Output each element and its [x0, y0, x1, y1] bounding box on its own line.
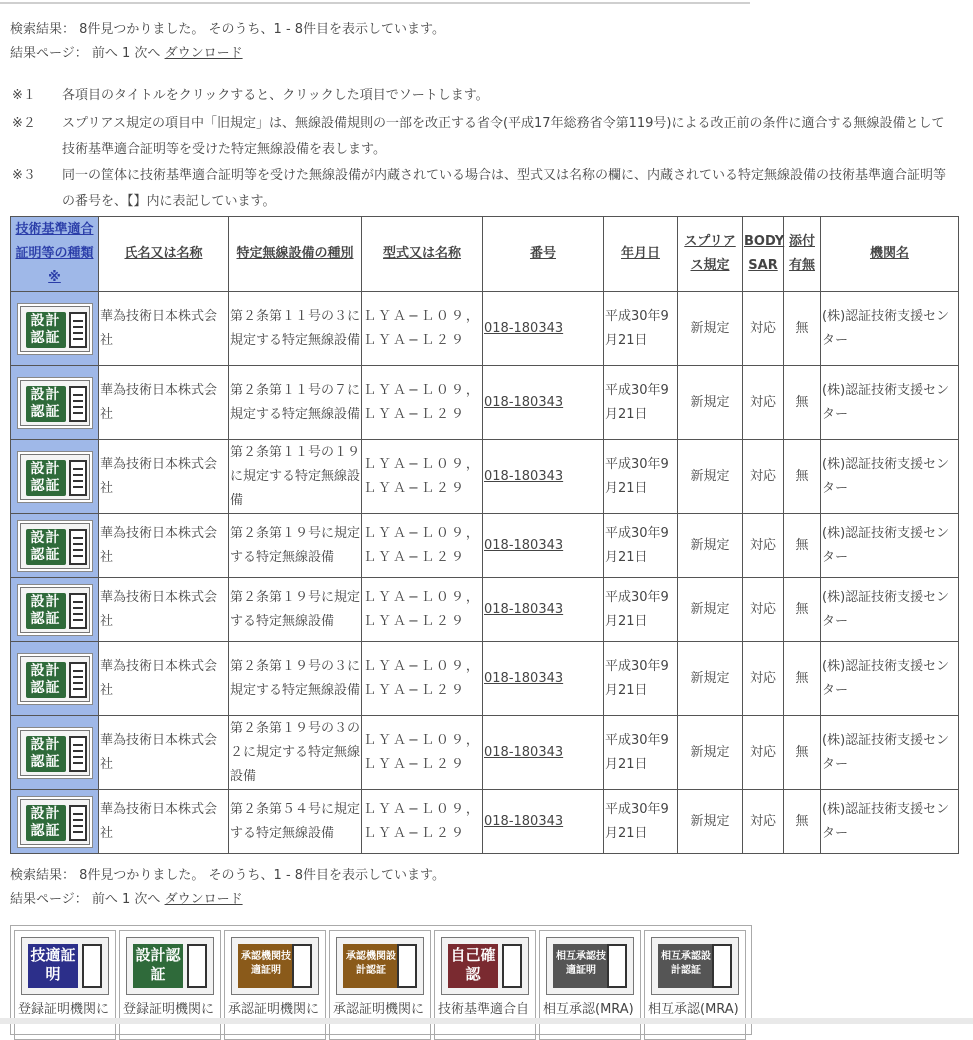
legend-tile-text: 承認機関設計認証 — [343, 944, 399, 988]
document-icon — [69, 805, 87, 841]
spurious-cell: 新規定 — [678, 716, 743, 790]
body-sar-cell: 対応 — [743, 642, 784, 716]
sort-body-sar-link[interactable]: BODY SAR — [744, 234, 785, 273]
certification-type-icon — [21, 937, 109, 995]
legend-tile-text: 自己確認 — [448, 944, 498, 988]
icon-text: 設計 — [30, 529, 61, 546]
agency-cell: (株)認証技術支援センター — [821, 440, 959, 514]
note-3 — [12, 163, 952, 215]
legend-tile-text: 相互承認技適証明 — [553, 944, 609, 988]
attachment-cell: 無 — [784, 790, 821, 854]
number-cell — [483, 578, 604, 642]
equipment-cell: 第２条第１９号の３に規定する特定無線設備 — [229, 642, 362, 716]
design-certification-tile — [26, 662, 66, 698]
number-cell — [483, 292, 604, 366]
top-divider — [0, 2, 750, 4]
attachment-cell: 無 — [784, 578, 821, 642]
header-equipment[interactable] — [229, 217, 362, 292]
name-cell: 華為技術日本株式会社 — [99, 578, 229, 642]
design-certification-icon — [17, 727, 93, 779]
note-text: スプリアス規定の項目中「旧規定」は、無線設備規則の一部を改正する省令(平成17年総務省令第119号)による改正前の条件に適合する無線設備として技術基準適合証明等を受けた特定無線設備を表します。 — [62, 116, 945, 157]
date-cell: 平成30年9月21日 — [604, 716, 678, 790]
name-cell: 華為技術日本株式会社 — [99, 292, 229, 366]
agency-cell: (株)認証技術支援センター — [821, 790, 959, 854]
sort-attachment-link[interactable]: 添付有無 — [788, 234, 815, 273]
spurious-cell: 新規定 — [678, 578, 743, 642]
legend-label: 登録証明機関に — [123, 1002, 215, 1017]
name-cell: 華為技術日本株式会社 — [99, 716, 229, 790]
icon-text: 認証 — [30, 822, 61, 839]
type-cell — [11, 578, 99, 642]
document-icon — [69, 386, 87, 422]
icon-text: 設計 — [30, 312, 61, 329]
icon-text: 設計 — [30, 593, 61, 610]
agency-cell: (株)認証技術支援センター — [821, 514, 959, 578]
certification-number-link[interactable]: 018-180343 — [484, 320, 564, 336]
sort-spurious-link[interactable]: スプリアス規定 — [684, 234, 736, 273]
body-sar-cell: 対応 — [743, 716, 784, 790]
design-certification-icon — [17, 520, 93, 572]
header-date[interactable] — [604, 217, 678, 292]
equipment-cell: 第２条第１９号に規定する特定無線設備 — [229, 514, 362, 578]
legend-label: 承認証明機関に — [228, 1002, 320, 1017]
attachment-cell: 無 — [784, 366, 821, 440]
number-cell — [483, 440, 604, 514]
number-cell — [483, 366, 604, 440]
legend-label: 相互承認(MRA) — [648, 1002, 739, 1017]
icon-text: 設計 — [30, 460, 61, 477]
document-icon — [69, 460, 87, 496]
table-row — [11, 578, 959, 642]
model-cell: ＬＹＡ−Ｌ０９，ＬＹＡ−Ｌ２９ — [362, 366, 483, 440]
body-sar-cell: 対応 — [743, 292, 784, 366]
design-certification-icon — [17, 303, 93, 355]
sort-name-link[interactable]: 氏名又は名称 — [124, 246, 203, 261]
note-mark: ※１ — [12, 88, 36, 103]
header-spurious[interactable] — [678, 217, 743, 292]
design-certification-tile — [26, 529, 66, 565]
icon-text: 設計 — [30, 805, 61, 822]
table-row — [11, 292, 959, 366]
certification-number-link[interactable]: 018-180343 — [484, 813, 564, 829]
pagination-label: 結果ページ： 前へ 1 次へ — [10, 46, 161, 61]
bottom-scroll-area — [0, 1018, 973, 1024]
icon-text: 認証 — [30, 679, 61, 696]
date-cell: 平成30年9月21日 — [604, 790, 678, 854]
attachment-cell: 無 — [784, 292, 821, 366]
type-cell — [11, 440, 99, 514]
table-row — [11, 642, 959, 716]
equipment-cell: 第２条第１９号の３の２に規定する特定無線設備 — [229, 716, 362, 790]
certification-number-link[interactable]: 018-180343 — [484, 670, 564, 686]
design-certification-tile — [26, 593, 66, 629]
header-name[interactable] — [99, 217, 229, 292]
icon-text: 認証 — [30, 610, 61, 627]
table-row — [11, 514, 959, 578]
spurious-cell: 新規定 — [678, 366, 743, 440]
document-icon — [69, 736, 87, 772]
design-certification-tile — [26, 736, 66, 772]
legend-tile-text: 承認機関技適証明 — [238, 944, 294, 988]
certification-type-icon — [651, 937, 739, 995]
design-certification-icon — [17, 653, 93, 705]
table-header-row — [11, 217, 959, 292]
design-certification-tile — [26, 805, 66, 841]
sort-date-link[interactable]: 年月日 — [620, 246, 660, 261]
model-cell: ＬＹＡ−Ｌ０９，ＬＹＡ−Ｌ２９ — [362, 440, 483, 514]
note-mark: ※２ — [12, 116, 36, 131]
icon-text: 認証 — [30, 403, 61, 420]
search-summary-top: 検索結果： 8件見つかりました。 そのうち、1 - 8件目を表示しています。 — [10, 22, 445, 37]
pagination-bottom — [10, 891, 243, 909]
note-mark: ※３ — [12, 168, 36, 183]
note-text: 各項目のタイトルをクリックすると、クリックした項目でソートします。 — [62, 88, 489, 103]
agency-cell: (株)認証技術支援センター — [821, 642, 959, 716]
model-cell: ＬＹＡ−Ｌ０９，ＬＹＡ−Ｌ２９ — [362, 790, 483, 854]
certification-number-link[interactable]: 018-180343 — [484, 601, 564, 617]
model-cell: ＬＹＡ−Ｌ０９，ＬＹＡ−Ｌ２９ — [362, 292, 483, 366]
design-certification-tile — [26, 312, 66, 348]
design-certification-icon — [17, 451, 93, 503]
name-cell: 華為技術日本株式会社 — [99, 514, 229, 578]
attachment-cell: 無 — [784, 514, 821, 578]
body-sar-cell: 対応 — [743, 790, 784, 854]
device-icon — [292, 944, 312, 988]
attachment-cell: 無 — [784, 716, 821, 790]
document-icon — [69, 312, 87, 348]
body-sar-cell: 対応 — [743, 440, 784, 514]
type-cell — [11, 790, 99, 854]
legend-tile-text: 設計認証 — [133, 944, 183, 988]
certification-type-icon — [231, 937, 319, 995]
header-body-sar[interactable] — [743, 217, 784, 292]
certification-number-link[interactable]: 018-180343 — [484, 537, 564, 553]
type-cell — [11, 716, 99, 790]
header-type[interactable] — [11, 217, 99, 292]
body-sar-cell: 対応 — [743, 366, 784, 440]
note-1 — [12, 83, 952, 109]
spurious-cell: 新規定 — [678, 642, 743, 716]
note-text: 同一の筐体に技術基準適合証明等を受けた無線設備が内蔵されている場合は、型式又は名称の欄に、内蔵されている特定無線設備の技術基準適合証明等の番号を、【】内に表記しています。 — [62, 168, 947, 209]
download-link-bottom[interactable]: ダウンロード — [164, 892, 243, 907]
agency-cell: (株)認証技術支援センター — [821, 366, 959, 440]
icon-text: 認証 — [30, 329, 61, 346]
legend-label: 承認証明機関に — [333, 1002, 425, 1017]
equipment-cell: 第２条第１１号の７に規定する特定無線設備 — [229, 366, 362, 440]
legend-tile-text: 技適証明 — [28, 944, 78, 988]
icon-text: 設計 — [30, 662, 61, 679]
device-icon — [187, 944, 207, 988]
certification-number-link[interactable]: 018-180343 — [484, 744, 564, 760]
certification-type-icon — [441, 937, 529, 995]
icon-text: 認証 — [30, 477, 61, 494]
icon-text: 認証 — [30, 546, 61, 563]
header-model[interactable] — [362, 217, 483, 292]
icon-text: 設計 — [30, 736, 61, 753]
document-icon — [69, 662, 87, 698]
attachment-cell: 無 — [784, 440, 821, 514]
header-agency[interactable] — [821, 217, 959, 292]
header-number[interactable] — [483, 217, 604, 292]
legend-tile-text: 相互承認設計認証 — [658, 944, 714, 988]
number-cell — [483, 514, 604, 578]
table-row — [11, 790, 959, 854]
note-2 — [12, 111, 952, 163]
sort-number-link[interactable]: 番号 — [529, 246, 556, 261]
certification-number-link[interactable]: 018-180343 — [484, 468, 564, 484]
sort-model-link[interactable]: 型式又は名称 — [382, 246, 461, 261]
legend-label: 相互承認(MRA) — [543, 1002, 634, 1017]
design-certification-icon — [17, 796, 93, 848]
type-cell — [11, 292, 99, 366]
agency-cell: (株)認証技術支援センター — [821, 716, 959, 790]
body-sar-cell: 対応 — [743, 514, 784, 578]
number-cell — [483, 790, 604, 854]
model-cell: ＬＹＡ−Ｌ０９，ＬＹＡ−Ｌ２９ — [362, 578, 483, 642]
icon-text: 認証 — [30, 753, 61, 770]
date-cell: 平成30年9月21日 — [604, 440, 678, 514]
model-cell: ＬＹＡ−Ｌ０９，ＬＹＡ−Ｌ２９ — [362, 716, 483, 790]
agency-cell: (株)認証技術支援センター — [821, 578, 959, 642]
sort-equipment-link[interactable]: 特定無線設備の種別 — [236, 246, 354, 261]
device-icon — [82, 944, 102, 988]
table-row — [11, 716, 959, 790]
name-cell: 華為技術日本株式会社 — [99, 790, 229, 854]
sort-agency-link[interactable]: 機関名 — [869, 246, 909, 261]
document-icon — [69, 593, 87, 629]
model-cell: ＬＹＡ−Ｌ０９，ＬＹＡ−Ｌ２９ — [362, 514, 483, 578]
legend-label: 登録証明機関に — [18, 1002, 110, 1017]
design-certification-tile — [26, 386, 66, 422]
model-cell: ＬＹＡ−Ｌ０９，ＬＹＡ−Ｌ２９ — [362, 642, 483, 716]
type-cell — [11, 514, 99, 578]
results-table — [10, 216, 959, 854]
name-cell: 華為技術日本株式会社 — [99, 440, 229, 514]
certification-type-icon — [336, 937, 424, 995]
type-cell — [11, 366, 99, 440]
spurious-cell: 新規定 — [678, 292, 743, 366]
number-cell — [483, 642, 604, 716]
table-row — [11, 440, 959, 514]
pagination-label: 結果ページ： 前へ 1 次へ — [10, 892, 161, 907]
design-certification-icon — [17, 377, 93, 429]
pagination-top — [10, 45, 243, 63]
name-cell: 華為技術日本株式会社 — [99, 366, 229, 440]
name-cell: 華為技術日本株式会社 — [99, 642, 229, 716]
device-icon — [607, 944, 627, 988]
certification-type-icon — [546, 937, 634, 995]
date-cell: 平成30年9月21日 — [604, 578, 678, 642]
equipment-cell: 第２条第１９号に規定する特定無線設備 — [229, 578, 362, 642]
equipment-cell: 第２条第５４号に規定する特定無線設備 — [229, 790, 362, 854]
spurious-cell: 新規定 — [678, 514, 743, 578]
equipment-cell: 第２条第１１号の１９に規定する特定無線設備 — [229, 440, 362, 514]
number-cell — [483, 716, 604, 790]
agency-cell: (株)認証技術支援センター — [821, 292, 959, 366]
certification-type-icon — [126, 937, 214, 995]
sort-type-link[interactable]: 技術基準適合証明等の種類※ — [15, 222, 94, 285]
certification-number-link[interactable]: 018-180343 — [484, 394, 564, 410]
document-icon — [69, 529, 87, 565]
date-cell: 平成30年9月21日 — [604, 514, 678, 578]
equipment-cell: 第２条第１１号の３に規定する特定無線設備 — [229, 292, 362, 366]
design-certification-tile — [26, 460, 66, 496]
date-cell: 平成30年9月21日 — [604, 292, 678, 366]
date-cell: 平成30年9月21日 — [604, 642, 678, 716]
spurious-cell: 新規定 — [678, 790, 743, 854]
legend-label: 技術基準適合自 — [438, 1002, 530, 1017]
icon-text: 設計 — [30, 386, 61, 403]
attachment-cell: 無 — [784, 642, 821, 716]
download-link-top[interactable]: ダウンロード — [164, 46, 243, 61]
design-certification-icon — [17, 584, 93, 636]
device-icon — [397, 944, 417, 988]
body-sar-cell: 対応 — [743, 578, 784, 642]
header-attachment[interactable] — [784, 217, 821, 292]
spurious-cell: 新規定 — [678, 440, 743, 514]
date-cell: 平成30年9月21日 — [604, 366, 678, 440]
search-summary-bottom: 検索結果： 8件見つかりました。 そのうち、1 - 8件目を表示しています。 — [10, 868, 445, 883]
device-icon — [712, 944, 732, 988]
table-row — [11, 366, 959, 440]
device-icon — [502, 944, 522, 988]
type-cell — [11, 642, 99, 716]
